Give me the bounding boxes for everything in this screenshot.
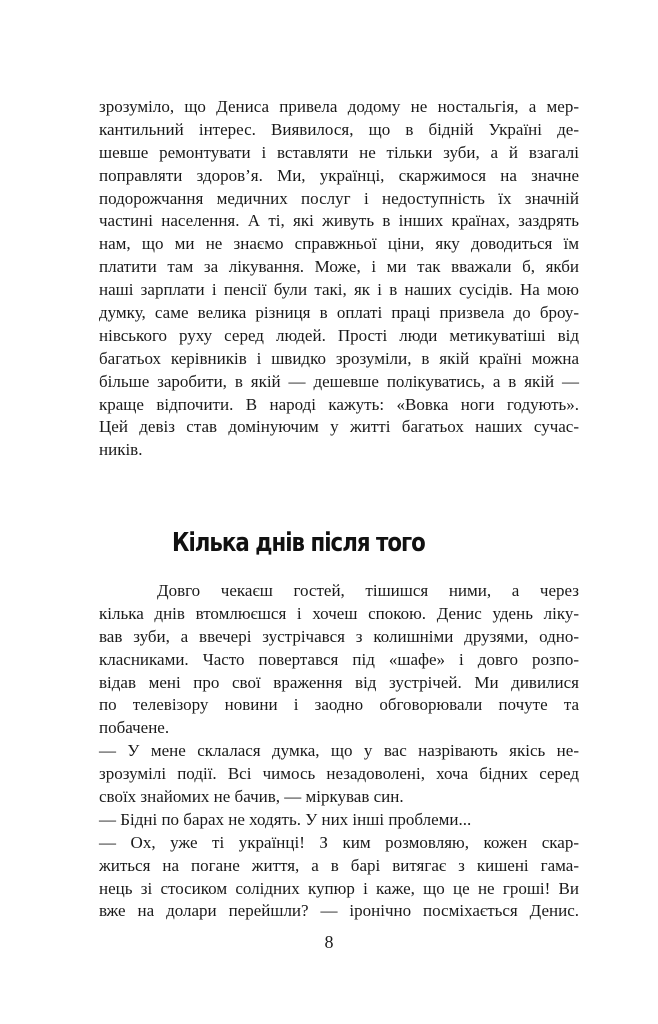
text-line: багатьох керівників і швидко зрозуміли, в якій країні можна bbox=[99, 348, 579, 368]
dialogue-line: — Бідні по барах не ходять. У них інші проблеми... bbox=[99, 809, 472, 829]
text-line: нам, що ми не знаємо справжньої ціни, яку доводиться їм bbox=[99, 234, 579, 254]
text-line: зрозумілі події. Всі чимось незадоволені, хоча бідних серед bbox=[99, 764, 579, 784]
text-line: кантильний інтерес. Виявилося, що в бідній Україні де- bbox=[99, 119, 579, 139]
text-line: думку, саме велика різниця в оплаті праці призвела до броу- bbox=[99, 303, 579, 323]
text-line: шевше ремонтувати і вставляти не тільки зуби, а й взагалі bbox=[99, 142, 579, 162]
text-line: краще відпочити. В народі кажуть: «Вовка ноги годують». bbox=[99, 394, 579, 414]
text-line: вже на долари перейшли? — іронічно посміхається Денис. bbox=[99, 901, 579, 921]
text-line: кілька днів втомлюєшся і хочеш спокою. Денис удень ліку- bbox=[99, 603, 579, 623]
text-line: ників. bbox=[99, 440, 143, 460]
text-line-first bbox=[99, 580, 579, 603]
text-line: відав мені про свої враження від зустрічей. Ми дивилися bbox=[99, 672, 579, 692]
text-line: платити там за лікування. Може, і ми так вважали б, якби bbox=[99, 257, 579, 277]
text-line: нівського руху серед людей. Прості люди метикуватіші від bbox=[99, 325, 579, 345]
text-line: наші зарплати і пенсії були такі, як і в наших сусідів. На мою bbox=[99, 280, 579, 300]
text-line: більше заробити, в якій — дешевше полікуватись, а в якій — bbox=[99, 371, 579, 391]
text-line: нець зі стосиком солідних купюр і каже, що це не гроші! Ви bbox=[99, 878, 579, 898]
text-line: поправляти здоров’я. Ми, українці, скаржимося на значне bbox=[99, 165, 579, 185]
chapter-body bbox=[99, 580, 579, 923]
text-line: вав зуби, а ввечері зустрічався з колишніми друзями, одно- bbox=[99, 626, 579, 646]
text-line: класниками. Часто повертався під «шафе» і довго розпо- bbox=[99, 649, 579, 669]
text-line: зрозуміло, що Дениса привела додому не ностальгія, а мер- bbox=[99, 97, 579, 116]
text-line: подорожчання медичних послуг і недоступність їх значній bbox=[99, 188, 579, 208]
page-number: 8 bbox=[324, 932, 334, 952]
text-line: своїх знайомих не бачив, — міркував син. bbox=[99, 787, 404, 807]
text-line: по телевізору новини і заодно обговорювали почуте та bbox=[99, 695, 579, 715]
text-line: житься на погане життя, а в барі витягає з кишені гама- bbox=[99, 855, 579, 875]
paragraph-continued bbox=[99, 96, 579, 462]
text-line-content: Довго чекаєш гостей, тішишся ними, а через bbox=[157, 581, 579, 600]
text-line: побачене. bbox=[99, 718, 170, 738]
chapter-heading: Кілька днів після того bbox=[172, 528, 425, 558]
dialogue-line: — У мене склалася думка, що у вас назрівають якісь не- bbox=[99, 741, 579, 761]
dialogue-line: — Ох, уже ті українці! З ким розмовляю, кожен скар- bbox=[99, 832, 579, 852]
text-line: частині населення. А ті, які живуть в інших країнах, заздрять bbox=[99, 211, 579, 231]
text-line: Цей девіз став домінуючим у житті багатьох наших сучас- bbox=[99, 417, 579, 437]
